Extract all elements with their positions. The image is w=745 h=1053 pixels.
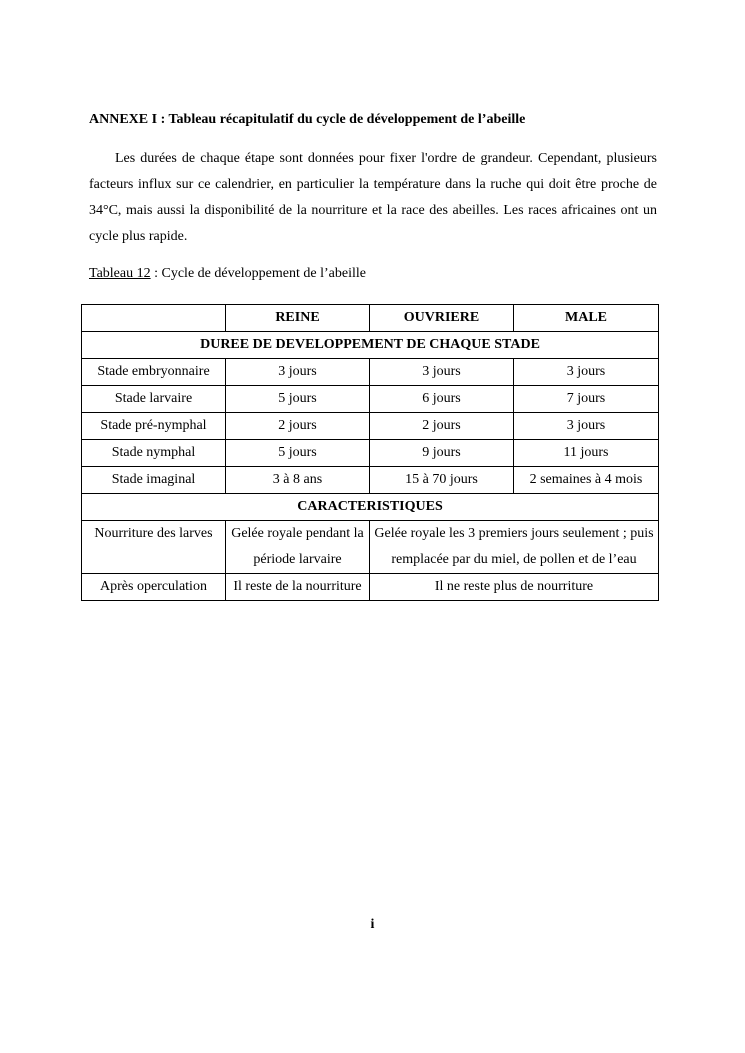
annex-heading: ANNEXE I : Tableau récapitulatif du cycle de développement de l’abeille <box>89 112 526 127</box>
cell-reine: Gelée royale pendant la période larvaire <box>226 521 370 574</box>
cell-male: 2 semaines à 4 mois <box>514 467 659 494</box>
row-label: Stade nymphal <box>82 440 226 467</box>
cell-reine: 5 jours <box>226 386 370 413</box>
cell-ouvriere: 6 jours <box>370 386 514 413</box>
section-row-duree <box>82 332 659 359</box>
table-caption-label: Tableau 12 <box>89 266 151 281</box>
cell-male: 7 jours <box>514 386 659 413</box>
table-row <box>82 467 659 494</box>
header-cell-empty <box>82 305 226 332</box>
table-row <box>82 440 659 467</box>
cell-ouvriere: 2 jours <box>370 413 514 440</box>
table-header-row <box>82 305 659 332</box>
bee-development-table <box>81 304 659 601</box>
table-row <box>82 413 659 440</box>
cell-ouvriere: 15 à 70 jours <box>370 467 514 494</box>
cell-ouvriere-male: Gelée royale les 3 premiers jours seulement ; puis remplacée par du miel, de pollen et de l’eau <box>370 521 659 574</box>
section-title-caracteristiques: CARACTERISTIQUES <box>82 494 659 521</box>
page-number: i <box>370 917 375 932</box>
header-cell-reine: REINE <box>226 305 370 332</box>
header-cell-male: MALE <box>514 305 659 332</box>
table-caption <box>89 266 366 282</box>
row-label: Nourriture des larves <box>82 521 226 574</box>
header-cell-ouvriere: OUVRIERE <box>370 305 514 332</box>
cell-reine: 2 jours <box>226 413 370 440</box>
cell-ouvriere: 3 jours <box>370 359 514 386</box>
row-label: Stade imaginal <box>82 467 226 494</box>
cell-reine: Il reste de la nourriture <box>226 574 370 601</box>
cell-male: 11 jours <box>514 440 659 467</box>
table-row <box>82 386 659 413</box>
table-row-nourriture <box>82 521 659 574</box>
cell-reine: 5 jours <box>226 440 370 467</box>
table-row-operculation <box>82 574 659 601</box>
section-title-duree: DUREE DE DEVELOPPEMENT DE CHAQUE STADE <box>82 332 659 359</box>
cell-reine: 3 jours <box>226 359 370 386</box>
table-row <box>82 359 659 386</box>
row-label: Après operculation <box>82 574 226 601</box>
table-caption-text: : Cycle de développement de l’abeille <box>150 266 366 281</box>
cell-ouvriere-male: Il ne reste plus de nourriture <box>370 574 659 601</box>
cell-reine: 3 à 8 ans <box>226 467 370 494</box>
intro-paragraph: Les durées de chaque étape sont données pour fixer l'ordre de grandeur. Cependant, plusieurs facteurs influx sur ce calendrier, en particulier la température dans la ruche qui doit être proche de 34°C, mais aussi la disponibilité de la nourriture et la race des abeilles. Les races africaines ont un cycle plus rapide. <box>89 151 657 244</box>
cell-male: 3 jours <box>514 359 659 386</box>
cell-male: 3 jours <box>514 413 659 440</box>
section-row-caracteristiques <box>82 494 659 521</box>
row-label: Stade embryonnaire <box>82 359 226 386</box>
row-label: Stade pré-nymphal <box>82 413 226 440</box>
cell-ouvriere: 9 jours <box>370 440 514 467</box>
row-label: Stade larvaire <box>82 386 226 413</box>
